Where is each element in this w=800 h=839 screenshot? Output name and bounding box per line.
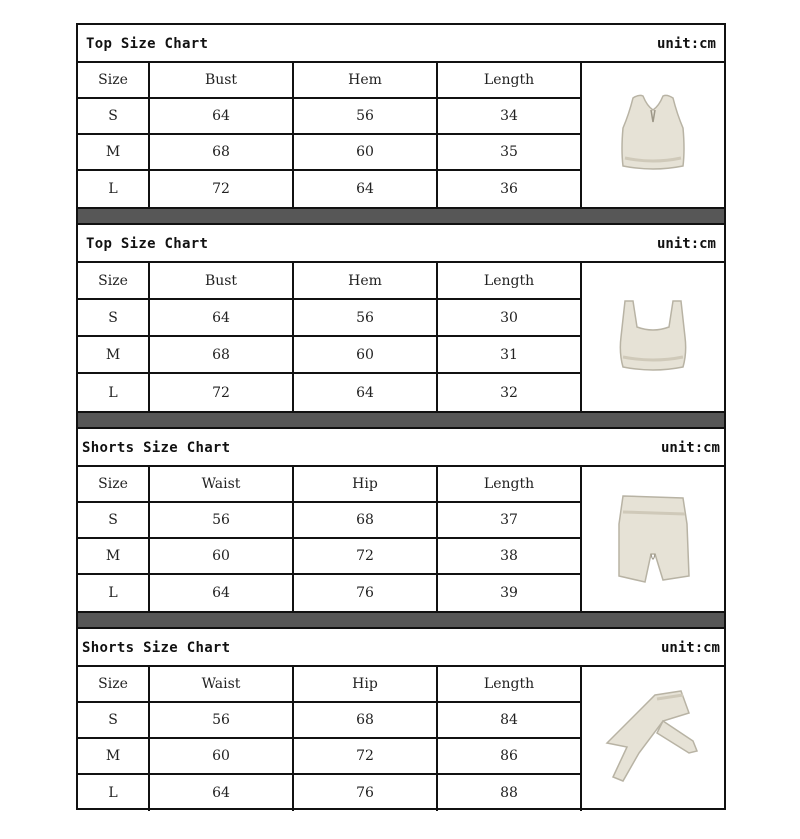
table-row <box>78 337 582 374</box>
sports-bra-icon <box>582 263 724 411</box>
table-cell: 72 <box>150 374 294 411</box>
table-cell: 56 <box>150 703 294 737</box>
header-cell: Bust <box>150 63 294 97</box>
table-cell: 72 <box>150 171 294 207</box>
header-cell: Hem <box>294 263 438 298</box>
crop-top-icon <box>582 63 724 207</box>
header-cell: Size <box>78 667 150 701</box>
section-divider <box>78 611 724 629</box>
table-row <box>78 503 582 539</box>
table-cell: 34 <box>438 99 582 133</box>
unit-label: unit:cm <box>660 440 720 456</box>
table-cell: M <box>78 337 150 372</box>
table-cell: 37 <box>438 503 582 537</box>
table-header-row <box>78 263 582 300</box>
table-row <box>78 374 582 411</box>
size-section-top-1 <box>78 25 724 209</box>
section-divider <box>78 411 724 429</box>
header-cell: Bust <box>150 263 294 298</box>
table-cell: 64 <box>294 374 438 411</box>
table-cell: 88 <box>438 775 582 811</box>
table-header-row <box>78 667 582 703</box>
table-cell: 64 <box>150 575 294 611</box>
table-cell: 36 <box>438 171 582 207</box>
header-cell: Length <box>438 467 582 501</box>
table-cell: L <box>78 171 150 207</box>
table-cell: L <box>78 775 150 811</box>
table-cell: 76 <box>294 575 438 611</box>
table-cell: 60 <box>294 337 438 372</box>
header-cell: Length <box>438 263 582 298</box>
section-title: Shorts Size Chart <box>82 640 231 656</box>
table-cell: 64 <box>294 171 438 207</box>
section-divider <box>78 207 724 225</box>
table-cell: L <box>78 575 150 611</box>
section-header <box>78 429 724 467</box>
table-cell: 84 <box>438 703 582 737</box>
header-cell: Length <box>438 667 582 701</box>
table-header-row <box>78 467 582 503</box>
size-section-top-2 <box>78 225 724 411</box>
table-cell: 60 <box>150 539 294 573</box>
table-cell: 56 <box>150 503 294 537</box>
table-cell: 39 <box>438 575 582 611</box>
unit-label: unit:cm <box>660 640 720 656</box>
table-cell: 68 <box>294 703 438 737</box>
table-cell: L <box>78 374 150 411</box>
table-row <box>78 539 582 575</box>
table-row <box>78 99 582 135</box>
table-cell: S <box>78 300 150 335</box>
size-section-shorts-2 <box>78 629 724 810</box>
section-header <box>78 225 724 263</box>
table-cell: 38 <box>438 539 582 573</box>
table-row <box>78 575 582 611</box>
table-cell: 30 <box>438 300 582 335</box>
table-row <box>78 171 582 207</box>
table-row <box>78 300 582 337</box>
table-cell: 64 <box>150 99 294 133</box>
table-cell: 31 <box>438 337 582 372</box>
header-cell: Size <box>78 263 150 298</box>
table-cell: 68 <box>294 503 438 537</box>
header-cell: Hip <box>294 667 438 701</box>
table-cell: M <box>78 539 150 573</box>
table-cell: 35 <box>438 135 582 169</box>
table-cell: 68 <box>150 135 294 169</box>
section-title: Top Size Chart <box>86 36 209 52</box>
unit-label: unit:cm <box>656 236 716 252</box>
table-cell: 32 <box>438 374 582 411</box>
section-title: Top Size Chart <box>86 236 209 252</box>
header-cell: Waist <box>150 467 294 501</box>
table-cell: M <box>78 135 150 169</box>
table-cell: M <box>78 739 150 773</box>
header-cell: Size <box>78 63 150 97</box>
table-cell: 64 <box>150 775 294 811</box>
table-cell: 68 <box>150 337 294 372</box>
table-header-row <box>78 63 582 99</box>
header-cell: Hip <box>294 467 438 501</box>
header-cell: Length <box>438 63 582 97</box>
table-row <box>78 739 582 775</box>
table-row <box>78 775 582 811</box>
section-header <box>78 25 724 63</box>
size-section-shorts-1 <box>78 429 724 613</box>
table-cell: 86 <box>438 739 582 773</box>
shorts-icon <box>582 467 724 611</box>
table-row <box>78 135 582 171</box>
table-cell: S <box>78 99 150 133</box>
table-cell: S <box>78 503 150 537</box>
table-cell: S <box>78 703 150 737</box>
table-cell: 64 <box>150 300 294 335</box>
table-cell: 76 <box>294 775 438 811</box>
section-header <box>78 629 724 667</box>
table-cell: 56 <box>294 99 438 133</box>
table-cell: 56 <box>294 300 438 335</box>
leggings-icon <box>582 667 724 809</box>
header-cell: Size <box>78 467 150 501</box>
table-cell: 72 <box>294 739 438 773</box>
table-cell: 60 <box>294 135 438 169</box>
header-cell: Hem <box>294 63 438 97</box>
table-cell: 60 <box>150 739 294 773</box>
header-cell: Waist <box>150 667 294 701</box>
section-title: Shorts Size Chart <box>82 440 231 456</box>
table-cell: 72 <box>294 539 438 573</box>
unit-label: unit:cm <box>656 36 716 52</box>
size-chart <box>76 23 726 810</box>
table-row <box>78 703 582 739</box>
